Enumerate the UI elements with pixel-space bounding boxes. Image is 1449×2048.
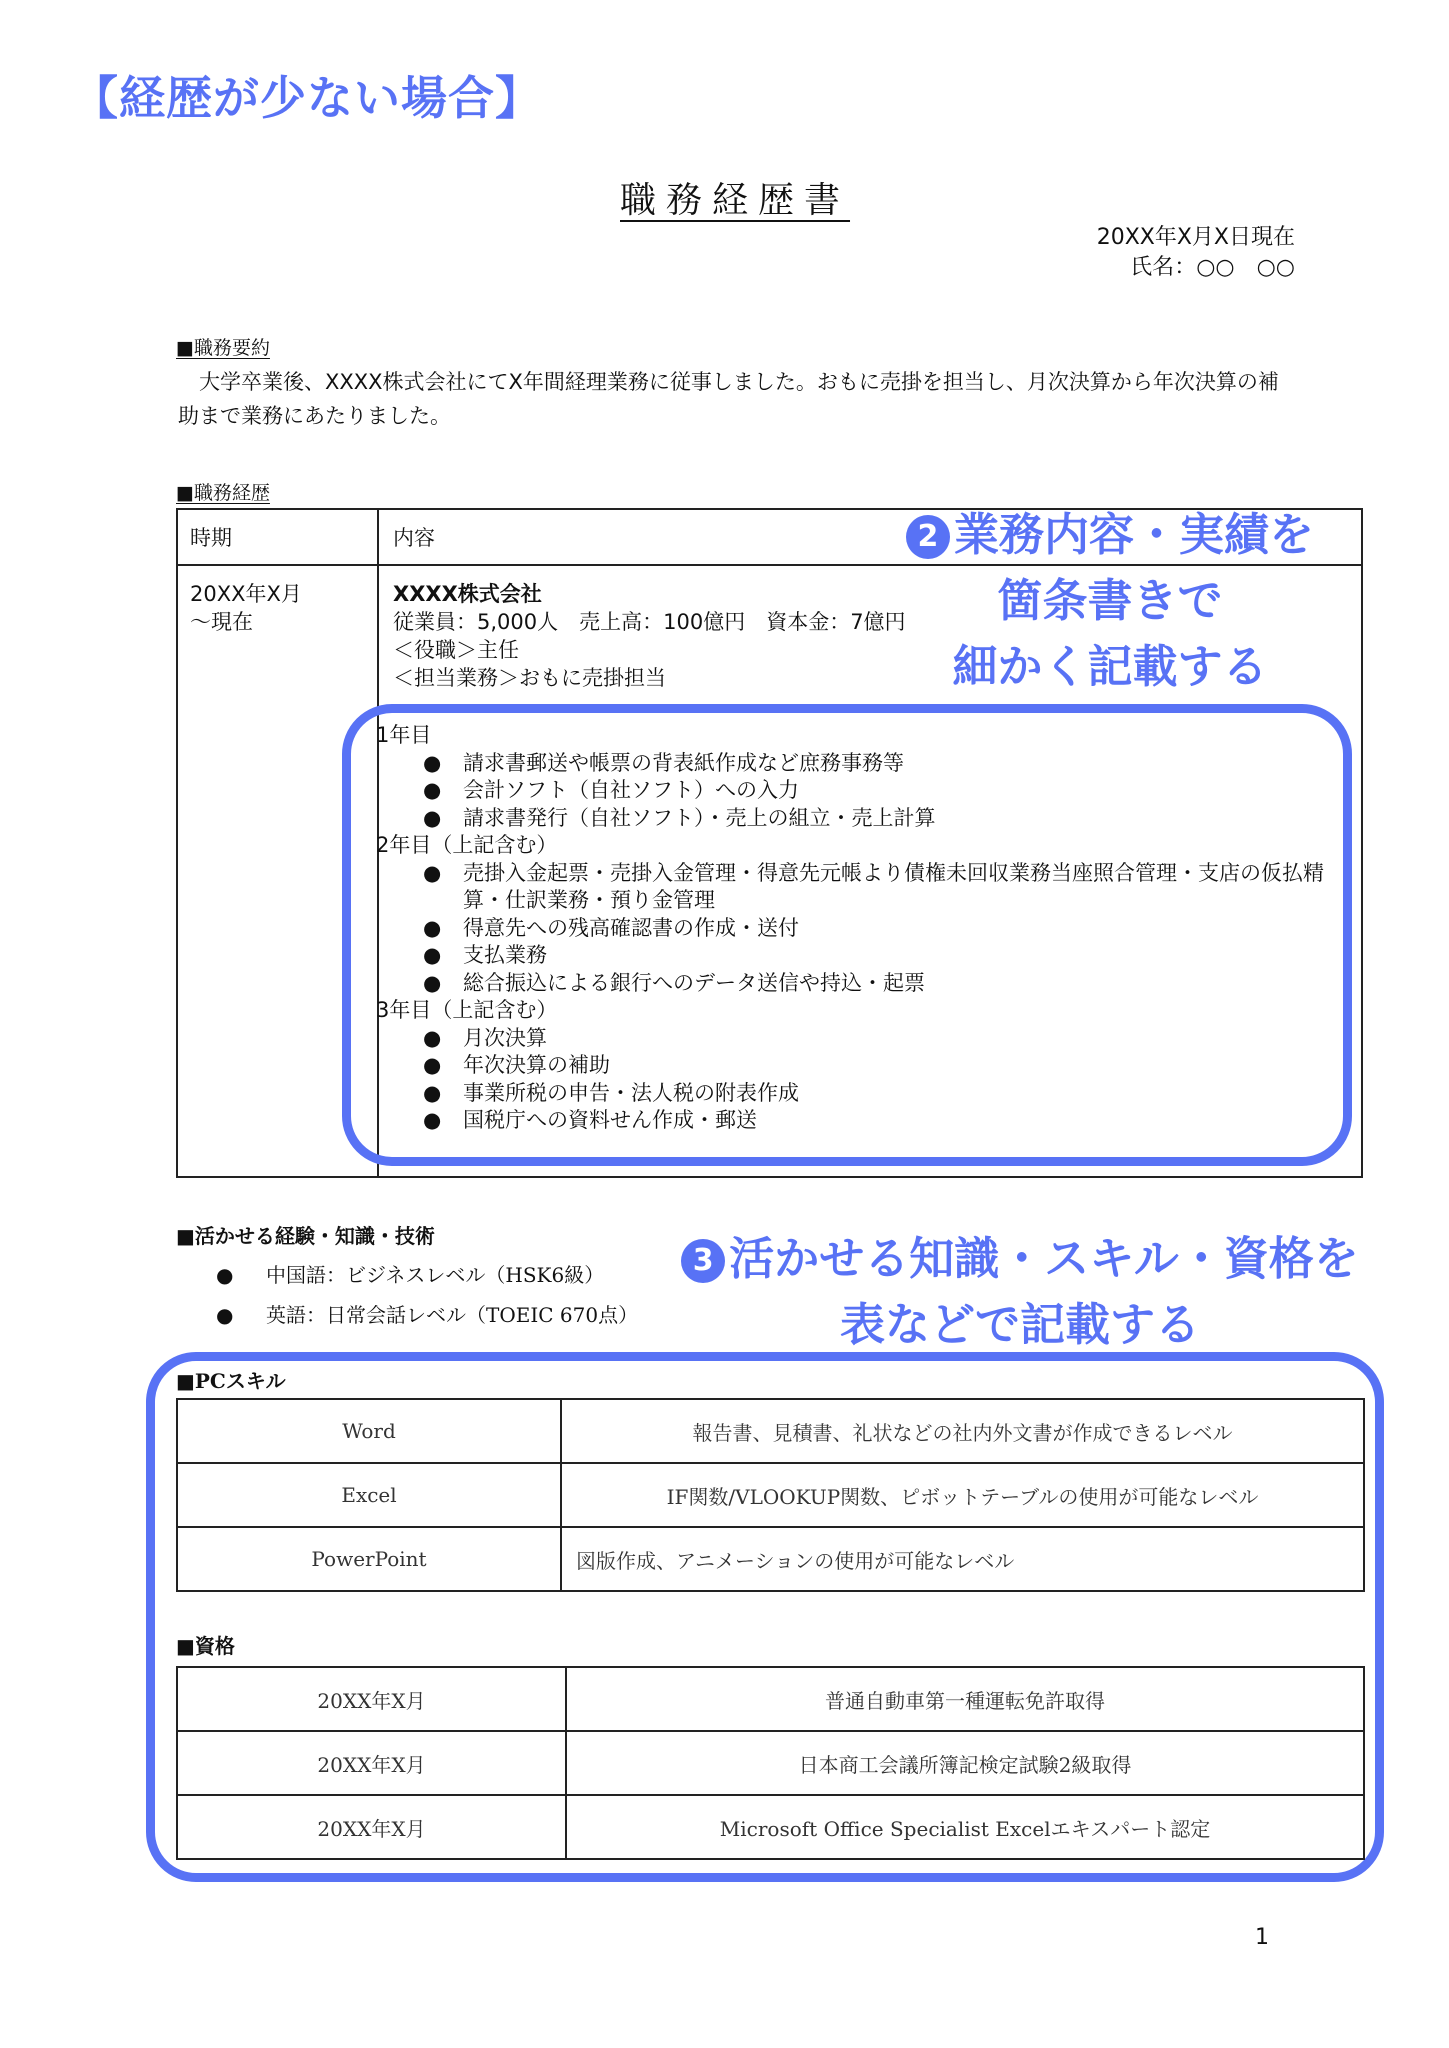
bullet-icon: ●	[423, 1108, 442, 1132]
skill-level: 報告書、見積書、礼状などの社内外文書が作成できるレベル	[561, 1399, 1364, 1463]
list-item: ● 得意先への残高確認書の作成・送付	[376, 915, 1343, 943]
skill-level: 図版作成、アニメーションの使用が可能なレベル	[561, 1527, 1364, 1591]
license-name: 普通自動車第一種運転免許取得	[566, 1667, 1364, 1731]
table-row	[177, 1527, 1364, 1591]
license-name: 日本商工会議所簿記検定試験2級取得	[566, 1731, 1364, 1795]
company-info: 従業員：5,000人 売上高：100億円 資本金：7億円	[393, 610, 906, 634]
column-header-content: 内容	[378, 509, 1362, 565]
period-end: ～現在	[190, 610, 253, 634]
applicant-name	[1130, 250, 1295, 281]
bullet-icon: ●	[423, 750, 442, 775]
name-value: ○○ ○○	[1196, 255, 1295, 280]
list-item: ● 総合振込による銀行へのデータ送信や持込・起票	[376, 970, 1343, 998]
list-item: ● 中国語：ビジネスレベル（HSK6級）	[216, 1255, 638, 1295]
table-row	[177, 1399, 1364, 1463]
list-item: ● 請求書郵送や帳票の背表紙作成など庶務事務等	[376, 750, 1343, 778]
name-separator: ：	[1174, 255, 1197, 280]
bullet-icon: ●	[423, 970, 442, 995]
number-2-icon: 2	[906, 515, 950, 559]
skill-name: PowerPoint	[177, 1527, 561, 1591]
duty-summary: ＜担当業務＞おもに売掛担当	[393, 666, 666, 690]
position: ＜役職＞主任	[393, 638, 519, 662]
skills-list	[216, 1255, 638, 1335]
bullet-icon: ●	[216, 1303, 234, 1327]
list-item: ● 月次決算	[376, 1025, 1343, 1053]
list-item: ● 英語：日常会話レベル（TOEIC 670点）	[216, 1295, 638, 1335]
bullet-icon: ●	[423, 860, 442, 885]
license-date: 20XX年X月	[177, 1795, 566, 1859]
duty-year-label: 3年目（上記含む）	[376, 998, 558, 1022]
skills-heading: ■活かせる経験・知識・技術	[176, 1224, 435, 1248]
license-date: 20XX年X月	[177, 1731, 566, 1795]
company-name: XXXX株式会社	[393, 582, 542, 606]
number-3-icon: 3	[681, 1239, 725, 1283]
bullet-icon: ●	[216, 1263, 234, 1287]
bullet-icon: ●	[423, 805, 442, 830]
page-label: 【経歴が少ない場合】	[72, 71, 542, 125]
list-item: ● 事業所税の申告・法人税の附表作成	[376, 1080, 1343, 1108]
callout-skills: 3 活かせる知識・スキル・資格を 表などで記載する	[660, 1226, 1380, 1358]
skill-level: IF関数/VLOOKUP関数、ピボットテーブルの使用が可能なレベル	[561, 1463, 1364, 1527]
duty-year-label: 2年目（上記含む）	[376, 833, 558, 857]
bullet-icon: ●	[423, 778, 442, 802]
document-date: 20XX年X月X日現在	[1096, 225, 1295, 250]
summary-text: 大学卒業後、XXXX株式会社にてX年間経理業務に従事しました。おもに売掛を担当し、月次決算から年次決算の補助まで業務にあたりました。	[178, 370, 1279, 428]
name-label: 氏名	[1130, 255, 1175, 280]
bullet-icon: ●	[423, 943, 442, 967]
bullet-icon: ●	[423, 1080, 442, 1105]
table-row	[177, 1731, 1364, 1795]
table-row	[177, 1463, 1364, 1527]
highlight-box-duties	[342, 704, 1352, 1166]
bullet-icon: ●	[423, 915, 442, 940]
table-row	[177, 1795, 1364, 1859]
list-item: ● 会計ソフト（自社ソフト）への入力	[376, 777, 1343, 805]
callout-duties: 2 業務内容・実績を 箇条書きで 細かく記載する	[890, 502, 1330, 700]
skill-name: Excel	[177, 1463, 561, 1527]
table-row	[177, 1667, 1364, 1731]
column-header-period: 時期	[177, 509, 378, 565]
license-name: Microsoft Office Specialist Excelエキスパート認定	[566, 1795, 1364, 1859]
bullet-icon: ●	[423, 1053, 442, 1077]
career-heading: ■職務経歴	[176, 482, 270, 504]
skill-name: Word	[177, 1399, 561, 1463]
list-item: ● 国税庁への資料せん作成・郵送	[376, 1107, 1343, 1135]
page-number: 1	[1255, 1925, 1269, 1950]
pc-skills-heading: ■PCスキル	[176, 1369, 286, 1393]
duty-year-label: 1年目	[376, 723, 432, 747]
list-item: ● 請求書発行（自社ソフト）・売上の組立・売上計算	[376, 805, 1343, 833]
period-start: 20XX年X月	[190, 582, 302, 606]
list-item: ● 年次決算の補助	[376, 1052, 1343, 1080]
list-item: ● 売掛入金起票・売掛入金管理・得意先元帳より債権未回収業務当座照合管理・支店の仮払精算・仕訳業務・預り金管理	[423, 860, 1324, 912]
licenses-heading: ■資格	[176, 1634, 235, 1658]
summary-heading: ■職務要約	[176, 337, 270, 359]
pc-skills-table	[176, 1398, 1365, 1592]
license-date: 20XX年X月	[177, 1667, 566, 1731]
licenses-table	[176, 1666, 1365, 1860]
list-item: ● 支払業務	[376, 942, 1343, 970]
document-title: 職務経歴書	[620, 180, 851, 221]
bullet-icon: ●	[423, 1025, 442, 1050]
